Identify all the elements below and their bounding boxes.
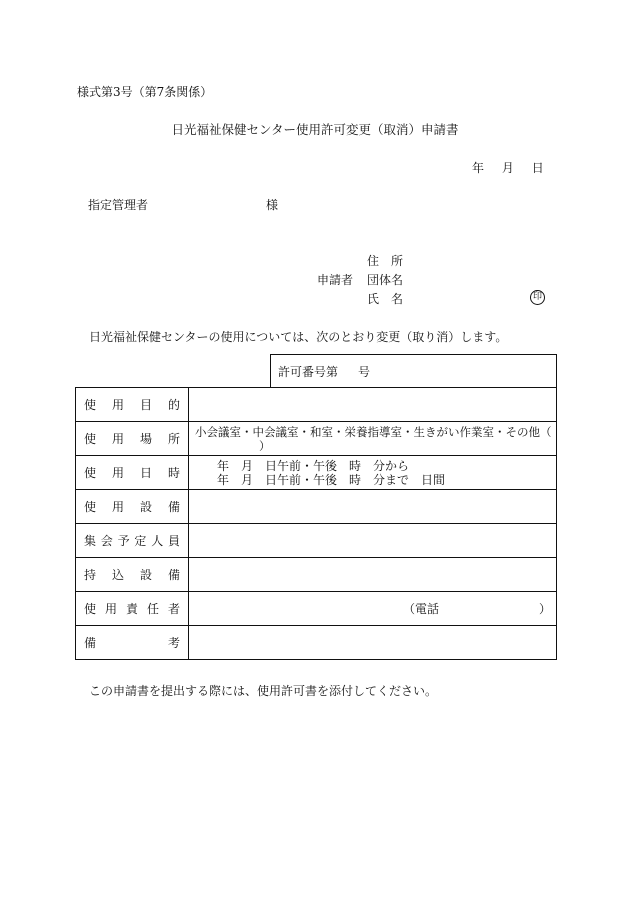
label-brought-equipment: 持込設備: [76, 558, 189, 592]
permit-number-field[interactable]: [270, 354, 557, 387]
field-responsible[interactable]: [189, 592, 557, 626]
applicant-name-label: 氏 名: [367, 292, 404, 306]
phone-open: （電話: [403, 602, 440, 616]
row-remarks: [76, 626, 557, 660]
applicant-organization-label: 団体名: [367, 273, 404, 287]
date-day[interactable]: 日: [531, 161, 544, 175]
applicant-address-label: 住 所: [367, 254, 404, 268]
date-year[interactable]: 年: [472, 161, 485, 175]
label-equipment: 使用設備: [76, 490, 189, 524]
intro-text: 日光福祉保健センターの使用については、次のとおり変更（取り消）します。: [89, 330, 508, 344]
location-options-close: ）: [259, 438, 271, 453]
row-purpose: [76, 388, 557, 422]
label-location: 使用場所: [76, 422, 189, 456]
field-datetime[interactable]: [189, 456, 557, 490]
seal-mark: 印: [530, 290, 545, 305]
label-remarks: 備考: [76, 626, 189, 660]
phone-close: ）: [539, 602, 552, 616]
date-line: [472, 162, 544, 174]
row-location: [76, 422, 557, 456]
label-responsible: 使用責任者: [76, 592, 189, 626]
permit-number-label: 許可番号第: [278, 364, 339, 379]
row-responsible: [76, 592, 557, 626]
application-table: [75, 387, 557, 660]
location-options: 小会議室・中会議室・和室・栄養指導室・生きがい作業室・その他（: [195, 424, 552, 439]
label-attendance: 集会予定人員: [76, 524, 189, 558]
permit-number-suffix: 号: [358, 364, 371, 379]
addressee-label: 指定管理者: [88, 198, 149, 212]
document-title: 日光福祉保健センター使用許可変更（取消）申請書: [171, 122, 459, 137]
footer-note: この申請書を提出する際には、使用許可書を添付してください。: [89, 684, 438, 698]
label-purpose: 使用目的: [76, 388, 189, 422]
addressee-honorific: 様: [266, 198, 279, 212]
form-number: 様式第3号（第7条関係）: [77, 85, 213, 99]
row-attendance: [76, 524, 557, 558]
field-attendance[interactable]: [189, 524, 557, 558]
label-datetime: 使用日時: [76, 456, 189, 490]
row-equipment: [76, 490, 557, 524]
datetime-from: 年 月 日午前・午後 時 分から: [217, 458, 410, 473]
datetime-to: 年 月 日午前・午後 時 分まで 日間: [217, 472, 446, 487]
field-location[interactable]: [189, 422, 557, 456]
phone-field: [195, 602, 551, 616]
field-remarks[interactable]: [189, 626, 557, 660]
field-brought-equipment[interactable]: [189, 558, 557, 592]
row-datetime: [76, 456, 557, 490]
field-equipment[interactable]: [189, 490, 557, 524]
date-month[interactable]: 月: [501, 161, 514, 175]
field-purpose[interactable]: [189, 388, 557, 422]
row-brought-equipment: [76, 558, 557, 592]
applicant-label: 申請者: [317, 273, 354, 287]
